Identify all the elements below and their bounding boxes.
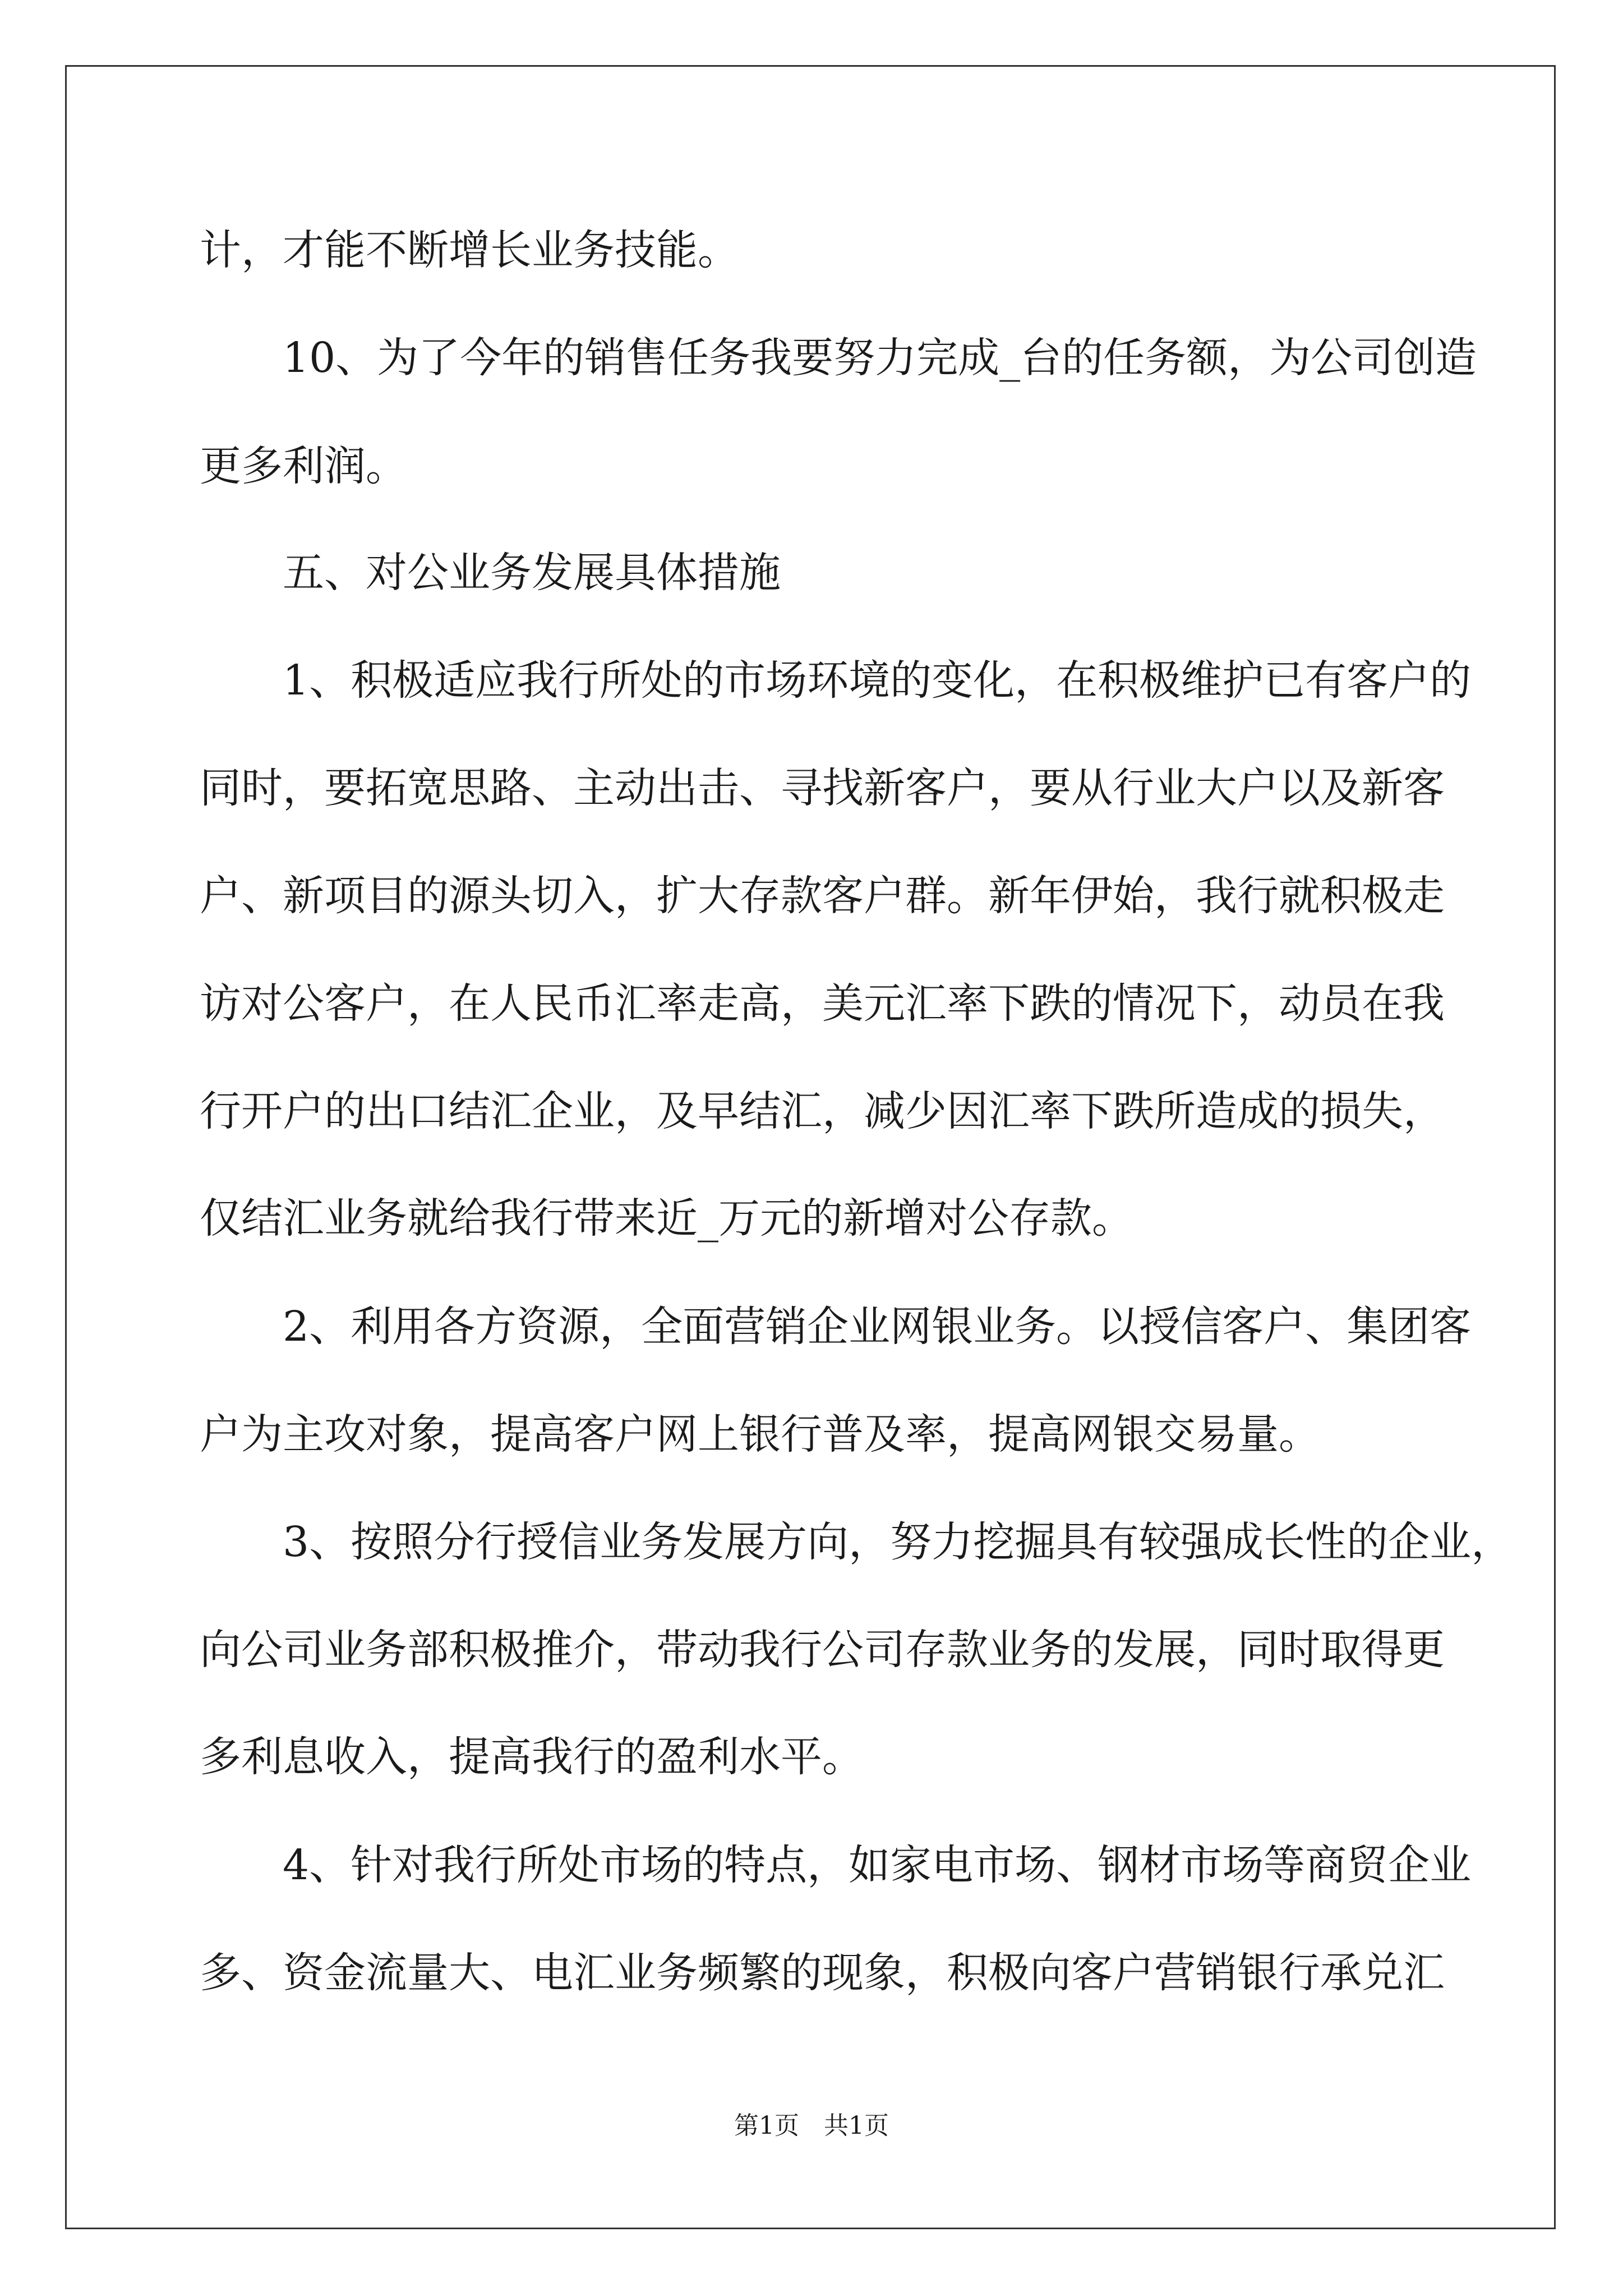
text-line: 多、资金流量大、电汇业务频繁的现象，积极向客户营销银行承兑汇 [200, 1949, 1445, 1997]
text-line: 计，才能不断增长业务技能。 [200, 226, 739, 274]
text-line: 3、按照分行授信业务发展方向，努力挖掘具有较强成长性的企业， [283, 1518, 1513, 1566]
text-line: 行开户的出口结汇企业，及早结汇，减少因汇率下跌所造成的损失， [200, 1087, 1445, 1135]
text-line: 1、积极适应我行所处的市场环境的变化，在积极维护已有客户的 [283, 656, 1472, 705]
text-line: 户为主攻对象，提高客户网上银行普及率，提高网银交易量。 [200, 1410, 1320, 1458]
page-border [65, 65, 1556, 2229]
text-line: 2、利用各方资源，全面营销企业网银业务。以授信客户、集团客 [283, 1303, 1472, 1351]
text-line: 访对公客户，在人民币汇率走高，美元汇率下跌的情况下，动员在我 [200, 979, 1445, 1028]
page-footer: 第1页 共1页 [734, 2111, 889, 2140]
text-line: 多利息收入，提高我行的盈利水平。 [200, 1733, 864, 1781]
text-line: 向公司业务部积极推介，带动我行公司存款业务的发展，同时取得更 [200, 1626, 1445, 1674]
text-line: 仅结汇业务就给我行带来近_万元的新增对公存款。 [200, 1194, 1133, 1243]
text-line: 更多利润。 [200, 442, 407, 490]
text-line: 户、新项目的源头切入，扩大存款客户群。新年伊始，我行就积极走 [200, 872, 1445, 920]
text-line: 4、针对我行所处市场的特点，如家电市场、钢材市场等商贸企业 [283, 1841, 1472, 1889]
text-line: 10、为了今年的销售任务我要努力完成_台的任务额，为公司创造 [283, 334, 1477, 382]
text-line: 同时，要拓宽思路、主动出击、寻找新客户，要从行业大户以及新客 [200, 764, 1445, 812]
section-heading: 五、对公业务发展具体措施 [283, 549, 781, 597]
